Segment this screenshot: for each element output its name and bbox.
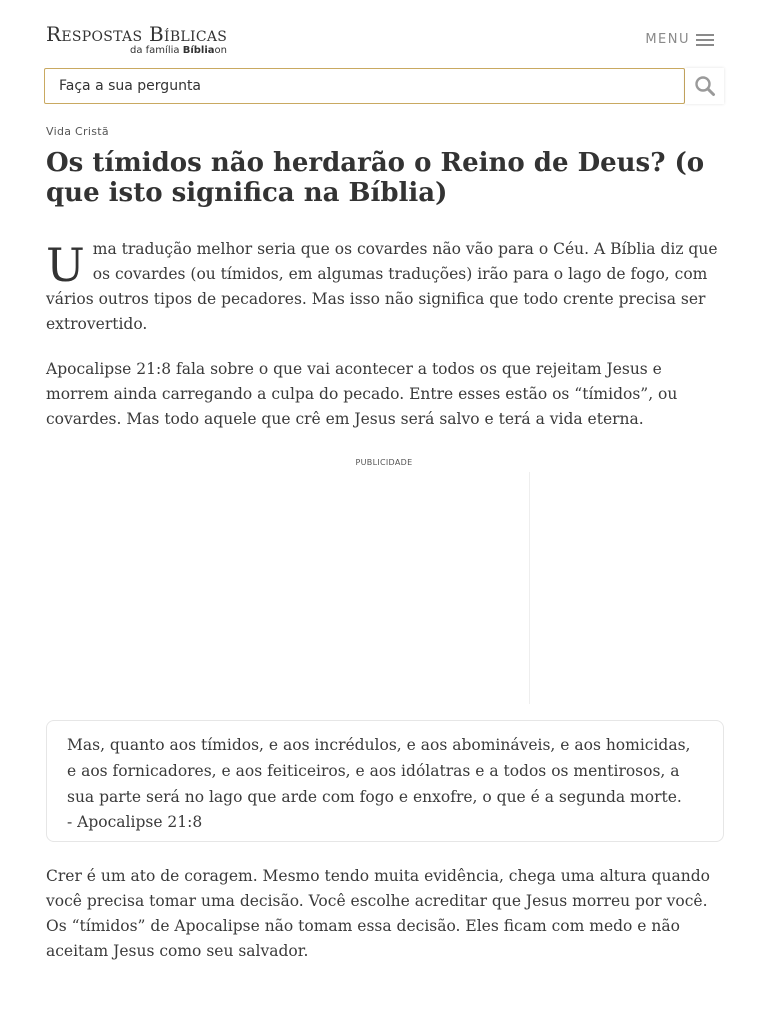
search-icon xyxy=(694,75,716,97)
bible-quote xyxy=(46,720,724,842)
category-link[interactable]: Vida Cristã xyxy=(46,125,109,138)
site-header xyxy=(46,22,724,62)
article-title: Os tímidos não herdarão o Reino de Deus? (o que isto significa na Bíblia) xyxy=(46,148,705,208)
menu-label: MENU xyxy=(645,32,690,47)
site-logo[interactable] xyxy=(46,22,228,56)
quote-reference: - Apocalipse 21:8 xyxy=(67,813,203,831)
intro-paragraph xyxy=(46,237,724,337)
hamburger-icon xyxy=(696,34,714,46)
logo-sub-brand: Bíblia xyxy=(182,45,215,56)
search-button[interactable] xyxy=(685,68,724,104)
logo-title: Respostas Bíblicas xyxy=(46,22,228,46)
logo-sub-suffix: on xyxy=(214,45,227,56)
ad-label: PUBLICIDADE xyxy=(355,458,413,467)
search-input[interactable] xyxy=(44,68,685,104)
logo-subtitle xyxy=(130,45,227,56)
paragraph-3: Crer é um ato de coragem. Mesmo tendo muita evidência, chega uma altura quando você precisa tomar uma decisão. Você escolhe acreditar que Jesus morreu por você. Os “tímidos” de Apocalipse não tomam essa decisão. Eles ficam com medo e não aceitam Jesus como seu salvador. xyxy=(46,867,710,960)
logo-sub-prefix: da família xyxy=(130,45,180,56)
paragraph-2: Apocalipse 21:8 fala sobre o que vai acontecer a todos os que rejeitam Jesus e morrem ainda carregando a culpa do pecado. Entre esses estão os “tímidos”, ou covardes. Mas todo aquele que crê em Jesus será salvo e terá a vida eterna. xyxy=(46,360,678,428)
quote-text: Mas, quanto aos tímidos, e aos incrédulos, e aos abomináveis, e aos homicidas, e aos fornicadores, e aos feiticeiros, e aos idólatras e a todos os mentirosos, a sua parte será no lago que arde com fogo e enxofre, o que é a segunda morte. xyxy=(67,736,691,806)
intro-text: ma tradução melhor seria que os covardes não vão para o Céu. A Bíblia diz que os covardes (ou tímidos, em algumas traduções) irão para o lago de fogo, com vários outros tipos de pecadores. Mas isso não significa que todo crente precisa ser extrovertido. xyxy=(46,240,718,333)
search-bar xyxy=(44,68,724,104)
menu-button[interactable] xyxy=(645,32,714,47)
dropcap-letter: U xyxy=(46,238,85,292)
ad-divider xyxy=(529,472,530,704)
